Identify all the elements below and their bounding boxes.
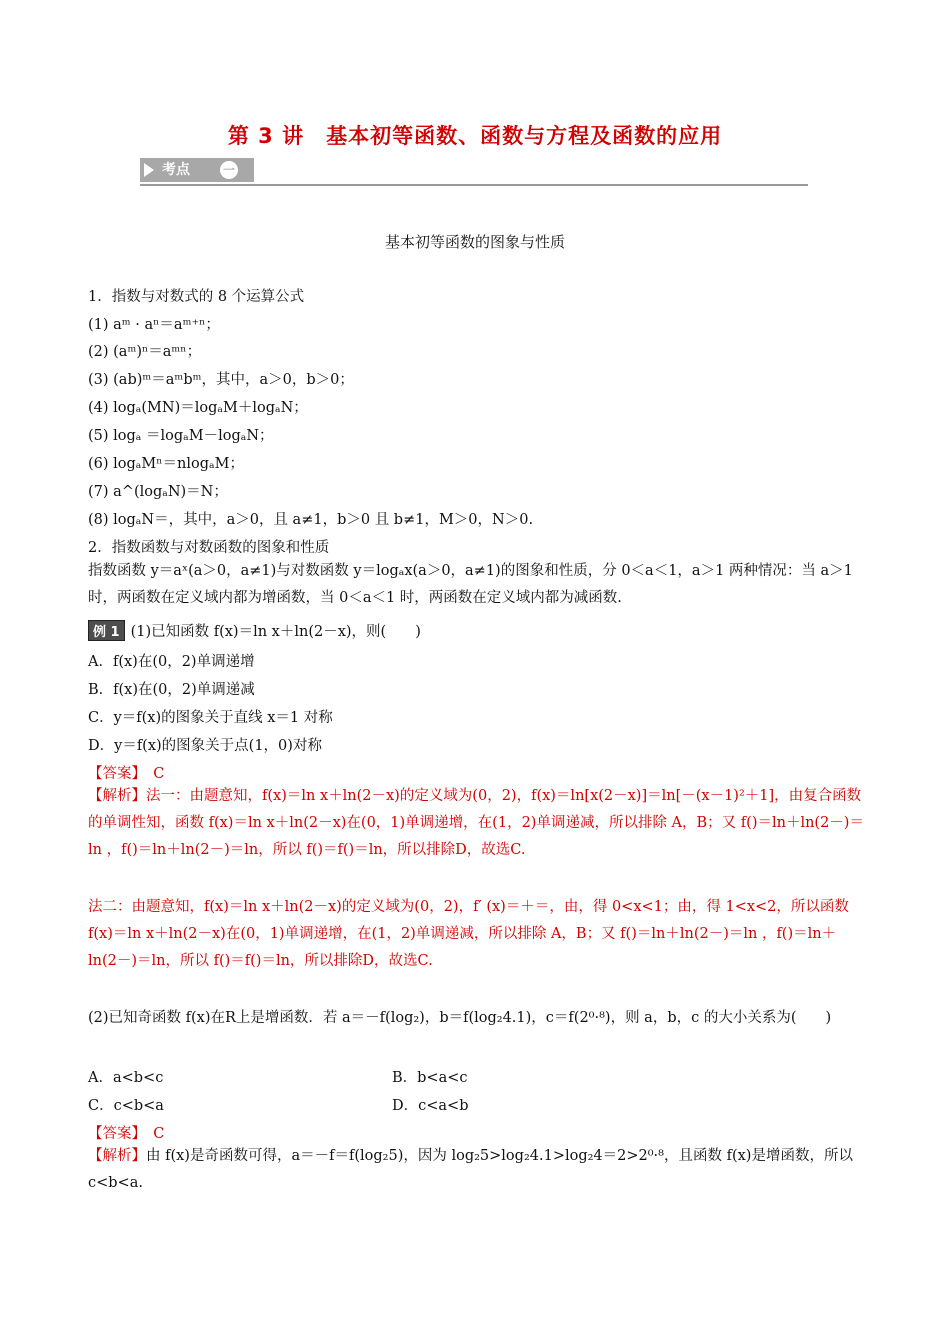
paragraph-2: 指数函数 y＝aˣ(a＞0，a≠1)与对数函数 y＝logₐx(a＞0，a≠1)的图象和性质，分 0＜a＜1，a＞1 两种情况：当 a＞1 时，两函数在定义域内都为增函数，当 0＜a＜1 时，两函数在定义域内都为减函数. [88, 563, 853, 606]
example-badge: 例 1 [88, 620, 125, 641]
option-1d: D．y＝f(x)的图象关于点(1，0)对称 [88, 738, 322, 754]
analysis-2 [88, 1143, 864, 1197]
badge-number: 一 [220, 161, 238, 179]
answer-2 [88, 1122, 164, 1143]
formula-4: (4) logₐ(MN)＝logₐM＋logₐN； [88, 400, 308, 416]
option-2a: A．a<b<c [88, 1070, 164, 1086]
badge-label: 考点 [162, 162, 190, 178]
section-badge [140, 158, 254, 182]
heading-1: 1．指数与对数式的 8 个运算公式 [88, 289, 305, 305]
section-badge-bar [140, 158, 808, 186]
option-2b: B．b<a<c [392, 1070, 468, 1086]
formula-1: (1) aᵐ · aⁿ＝aᵐ⁺ⁿ； [88, 317, 220, 333]
option-2c: C．c<b<a [88, 1098, 164, 1114]
heading-2: 2．指数函数与对数函数的图象和性质 [88, 540, 330, 556]
analysis-2-text: 由 f(x)是奇函数可得，a＝－f＝f(log₂5)，因为 log₂5>log₂4.1>log₂4＝2>2⁰·⁸，且函数 f(x)是增函数，所以 c<b<a. [88, 1148, 853, 1191]
analysis-1a-text: 法一：由题意知，f(x)＝ln x＋ln(2－x)的定义域为(0，2)，f(x)＝ln[x(2－x)]＝ln[－(x－1)²＋1]，由复合函数的单调性知，函数 f(x)＝ln x＋ln(2－x)在(0，1)单调递增，在(1，2)单调递减，所以排除 A，B；又 f()＝ln＋ln(2－)＝ln ，f()＝ln＋ln(2－)＝ln，所以 f()＝f()＝ln，所以排除D，故选C. [88, 788, 864, 858]
option-2d: D．c<a<b [392, 1098, 469, 1114]
play-arrow-icon [144, 163, 154, 177]
answer-1 [88, 762, 164, 783]
section-title: 基本初等函数的图象与性质 [384, 233, 565, 251]
example-1-question-1 [88, 620, 421, 641]
formula-3: (3) (ab)ᵐ＝aᵐbᵐ，其中，a＞0，b＞0； [88, 372, 354, 388]
question-1-text: (1)已知函数 f(x)＝ln x＋ln(2－x)，则( ) [130, 624, 421, 640]
formula-7: (7) a^(logₐN)＝N； [88, 484, 228, 500]
option-1c: C．y＝f(x)的图象关于直线 x＝1 对称 [88, 710, 333, 726]
option-1b: B．f(x)在(0，2)单调递减 [88, 682, 255, 698]
analysis-label: 【解析】 [88, 788, 146, 804]
analysis-1b: 法二：由题意知，f(x)＝ln x＋ln(2－x)的定义域为(0，2)，f′ (x)＝＋＝，由，得 0<x<1；由，得 1<x<2，所以函数 f(x)＝ln x＋ln(2－x)在(0，1)单调递增，在(1，2)单调递减，所以排除 A，B；又 f()＝ln＋ln(2－)＝ln ，f()＝ln＋ln(2－)＝ln，所以 f()＝f()＝ln，所以排除D，故选C. [88, 899, 849, 969]
formula-5: (5) logₐ ＝logₐM－logₐN； [88, 428, 274, 444]
answer-2-value: C [153, 1126, 165, 1142]
question-2: (2)已知奇函数 f(x)在R上是增函数．若 a＝－f(log₂)，b＝f(log₂4.1)，c＝f(2⁰·⁸)，则 a，b，c 的大小关系为( ) [88, 1010, 832, 1026]
formula-2: (2) (aᵐ)ⁿ＝aᵐⁿ； [88, 344, 202, 360]
analysis-2-label: 【解析】 [88, 1148, 146, 1164]
answer-label: 【答案】 [88, 766, 139, 782]
option-1a: A．f(x)在(0，2)单调递增 [88, 654, 255, 670]
answer-2-label: 【答案】 [88, 1126, 139, 1142]
page-title: 第 3 讲 基本初等函数、函数与方程及函数的应用 [227, 124, 723, 148]
formula-6: (6) logₐMⁿ＝nlogₐM； [88, 456, 244, 472]
answer-1-value: C [153, 766, 165, 782]
formula-8: (8) logₐN＝，其中，a＞0，且 a≠1，b＞0 且 b≠1，M＞0，N＞0. [88, 512, 534, 528]
analysis-1a [88, 783, 864, 864]
